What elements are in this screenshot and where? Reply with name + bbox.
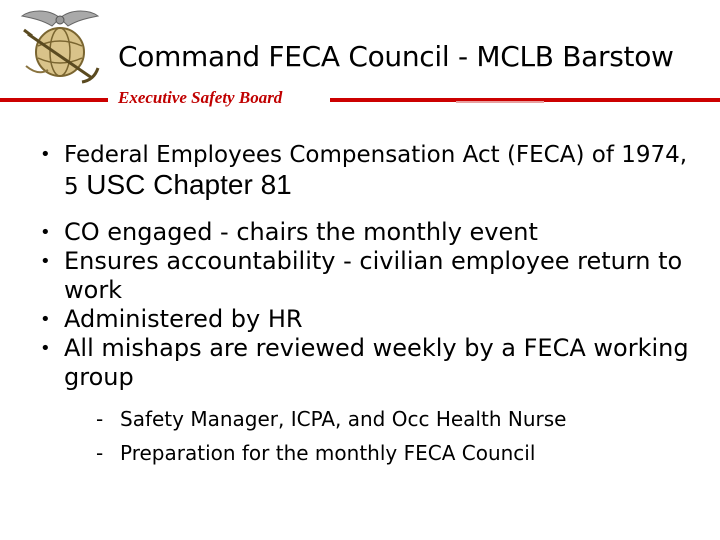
bullet-text: CO engaged - chairs the monthly event (64, 218, 538, 246)
bullet-text: Ensures accountability - civilian employee return to work (64, 247, 683, 304)
bullet-dot-icon: • (40, 309, 51, 330)
sub-bullet-text: Preparation for the monthly FECA Council (120, 441, 536, 465)
page-title: Command FECA Council - MCLB Barstow (118, 40, 674, 73)
sub-bullet-list (64, 402, 700, 470)
page-subtitle: Executive Safety Board (118, 88, 283, 107)
dash-icon: - (96, 441, 104, 465)
bullet-item (40, 140, 700, 202)
bullet-text: Administered by HR (64, 305, 303, 333)
sub-bullet-text: Safety Manager, ICPA, and Occ Health Nurse (120, 407, 567, 431)
bullet-dot-icon: • (40, 222, 51, 243)
bullet-list (40, 140, 700, 470)
bullet-dot-icon: • (40, 338, 51, 359)
bullet-item (40, 305, 700, 334)
bullet-item (40, 334, 700, 470)
bullet-item (40, 218, 700, 247)
header-rule-accent (456, 101, 544, 103)
sub-bullet-item (96, 436, 700, 470)
bullet-text: Federal Employees Compensation Act (FECA) of 1974, 5 (64, 142, 688, 200)
bullet-dot-icon: • (40, 251, 51, 272)
bullet-item (40, 247, 700, 305)
bullet-text: All mishaps are reviewed weekly by a FECA working group (64, 334, 689, 391)
sub-bullet-item (96, 402, 700, 436)
bullet-text-emphasis: USC Chapter 81 (86, 169, 292, 200)
usmc-emblem-icon (8, 6, 112, 86)
bullet-dot-icon: • (40, 144, 51, 165)
dash-icon: - (96, 407, 104, 431)
header-rule-left (0, 98, 108, 102)
